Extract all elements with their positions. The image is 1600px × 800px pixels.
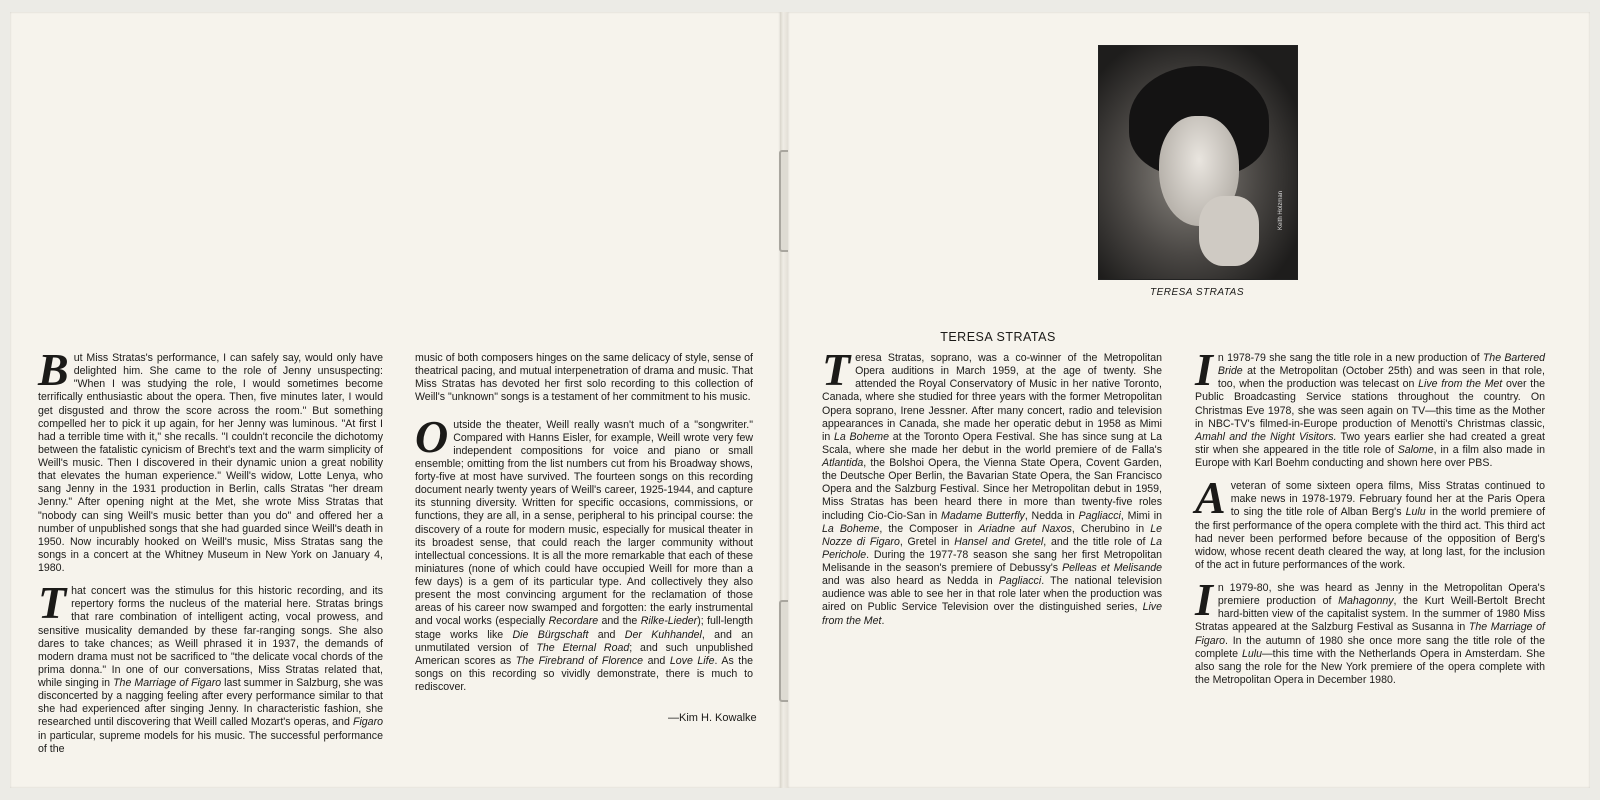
text-run: and [588, 628, 625, 641]
text-run: in the world premiere of the first performance of the opera complete with the third act. This third act had never been performed before because of the opposition of Berg's widow, whose recent death cleared the way, at long last, for the inclusion of the act in future performances of the work. [1195, 506, 1546, 571]
italic-run: La Boheme [834, 430, 889, 443]
text-run: at the Toronto Opera Festival. She has since sung at La Scala, where she made her debut in the world premiere of de Falla's [822, 430, 1162, 456]
italic-run: Ariadne auf Naxos [978, 522, 1072, 535]
text-run: , Nedda in [1024, 509, 1079, 522]
italic-run: Live from the Met [1418, 378, 1503, 391]
text-run: . During the 1977-78 season she sang her first Metropolitan Melisande in the season's premiere of Debussy's [822, 548, 1162, 574]
italic-run: Madame Butterfly [941, 509, 1025, 522]
text-run: ); full-length stage works like [415, 615, 754, 641]
author-signature: —Kim H. Kowalke [668, 712, 757, 724]
italic-run: La Perichole [822, 535, 1162, 561]
text-run: . In the autumn of 1980 she once more sang the title role of the complete [1195, 634, 1545, 660]
text-run: . The national television audience was able to see her in that role later when the production was aired on Public Service Television over the distinguished series, [822, 575, 1162, 614]
italic-run: Recordare [548, 615, 599, 628]
italic-run: Atlantida [822, 457, 864, 469]
right-column-1 [822, 344, 1163, 638]
text-run: . As the songs on this recording so vividly demonstrate, there is much to rediscover. [415, 654, 754, 693]
paragraph [822, 344, 1163, 628]
italic-run: Lulu [1405, 506, 1426, 519]
text-run: eresa Stratas, soprano, was a co-winner of the Metropolitan Opera auditions in March 1959, at the age of twenty. She attended the Royal Conservatory of Music in her native Toronto, Canada, where she studied for three years with the former Metropolitan Opera soprano, Irene Jessner. After many concert, radio and television appearances in Canada, she made her operatic debut in 1958 as Mimi in [822, 352, 1162, 443]
italic-run: Salome [1397, 443, 1434, 456]
text-run: . [881, 614, 885, 627]
text-run: in particular, supreme models for his music. The successful performance of the [38, 729, 383, 755]
section-heading: TERESA STRATAS [940, 330, 1056, 344]
text-run: , in a film also made in Europe with Karl Boehm conducting and shown here over PBS. [1195, 443, 1545, 469]
photo-caption: TERESA STRATAS [1149, 287, 1245, 298]
text-run: , Cherubino in [1071, 522, 1151, 535]
drop-cap: T [822, 344, 851, 395]
italic-run: Mahagonny [1338, 595, 1394, 608]
italic-run: Pagliacci [1078, 509, 1121, 522]
italic-run: Live from the Met [822, 601, 1162, 627]
drop-cap: I [1195, 574, 1213, 625]
portrait-photo [1098, 45, 1298, 280]
text-run: and [643, 654, 670, 667]
italic-run: La Boheme [822, 522, 880, 535]
text-run: —this time with the Netherlands Opera in Amsterdam. She also sang the role for the New York premiere of the opera complete with the Metropolitan Opera in December 1980. [1195, 647, 1545, 686]
italic-run: Figaro [352, 716, 383, 729]
text-run: , and an unmutilated version of [415, 628, 753, 654]
drop-cap: T [38, 577, 67, 629]
italic-run: The Eternal Road [536, 641, 630, 654]
paragraph-text: ut Miss Stratas's performance, I can safely say, would only have delighted him. She came to the role of Jenny unsuspecting: "When I was studying the role, I would sometimes become terrifically enthusiastic about the opera. Then, five minutes later, I would get disgusted and throw the score across the room." But something compelled her to pick it up again, for her Jenny was luminous. "At first I had a terrible time with it," she recalls. "I couldn't reconcile the dichotomy between the fatalistic cynicism of Brecht's text and the warm simplicity of Weill's music. Then I discovered in their dynamic union a great nobility that elevates the human experience." Weill's widow, Lotte Lenya, who sang Jenny in the 1931 production in Berlin, calls Stratas "her dream Jenny." After opening night at the Met, she wrote Miss Stratas that "nobody can sing Weill's music better than you do" and offered her a number of unpublished songs that she had guarded since Weill's death in 1950. Now incurably hooked on Weill's music, Miss Stratas sang the songs in a concert at the Whitney Museum in New York on January 4, 1980. [38, 352, 383, 574]
left-column-1 [38, 344, 383, 766]
paragraph [1195, 472, 1546, 572]
italic-run: Amahl and the Night Visitors. [1195, 430, 1337, 443]
text-run: , the Kurt Weill-Bertolt Brecht hard-bitten view of the capitalist system. In the summer of 1980 Miss Stratas appeared at the Salzburg Festival as Susanna in [1195, 595, 1545, 634]
italic-run: Rilke-Lieder [640, 615, 698, 628]
right-column-2 [1195, 344, 1546, 697]
text-run: veteran of some sixteen opera films, Miss Stratas continued to make news in 1978-1979. February found her at the Paris Opera to sing the title role of Alban Berg's [1230, 480, 1545, 519]
text-run: ; and such unpublished American scores as [415, 641, 753, 667]
text-run: utside the theater, Weill really wasn't much of a "songwriter." Compared with Hanns Eisler, for example, Weill wrote very few independent compositions for voice and piano or small ensemble; omitting from the list numbers cut from his Broadway shows, forty-five at most have survived. The fourteen songs on this recording document nearly twenty years of Weill's career, 1925-1944, and capture its stunning diversity. Written for specific occasions, commissions, or functions, they are all, in a sense, peripheral to his principal course: the discovery of a route for modern music, especially for musical theater in its broadest sense, that could reach the larger community without intellectual concessions. It is all the more remarkable that each of these miniatures (none of which could have occupied Weill for more than a few days) is a gem of its particular type. And collectively they also present the most convincing argument for the reclamation of those areas of his career now swamped and forgotten: the early instrumental and vocal works (especially [415, 418, 753, 628]
text-run: hat concert was the stimulus for this historic recording, and its repertory forms the nucleus of the material here. Stratas brings that rare combination of intelligent acting, vocal prowess, and sensitive musicality demanded by these far-ranging songs. She also dares to take chances; as Weill phrased it in 1937, the demands of modern drama must not be sacrificed to "the delicate vocal chords of the prima donna." In one of our conversations, Miss Stratas related that, while singing in [38, 585, 383, 689]
photo-hand [1199, 196, 1259, 266]
photo-credit: Keith Holzman [1278, 190, 1284, 230]
paragraph [1195, 344, 1545, 470]
italic-run: Pelleas et Melisande [1062, 562, 1162, 574]
text-run: Two years earlier she had created a great stir when she appeared in the title role of [1195, 430, 1545, 456]
italic-run: Pagliacci [998, 575, 1042, 588]
text-run: , Mimi in [1120, 509, 1162, 522]
text-run: , the Composer in [879, 522, 979, 535]
italic-run: Lulu [1242, 647, 1263, 660]
italic-run: The Firebrand of Florence [515, 654, 644, 667]
drop-cap: O [415, 410, 449, 462]
paragraph: music of both composers hinges on the same delicacy of style, sense of theatrical pacing, and mutual interpenetration of drama and music. That Miss Stratas has devoted her first solo recording to this collection of Weill's "unknown" songs is a testament of her commitment to his music. [415, 352, 753, 404]
italic-run: Die Bürgschaft [512, 628, 589, 641]
text-run: , Gretel in [899, 535, 955, 548]
drop-cap: A [1195, 472, 1226, 524]
text-run: n 1979-80, she was heard as Jenny in the Metropolitan Opera's premiere production of [1217, 582, 1545, 608]
italic-run: Hansel and Gretel [954, 535, 1044, 548]
paragraph [38, 344, 383, 575]
paragraph [1195, 574, 1546, 687]
text-run: at the Metropolitan (October 25th) and was seen in that role, too, when the production was telecast on [1217, 365, 1545, 391]
italic-run: Love Life [669, 654, 715, 667]
text-run: last summer in Salzburg, she was disconcerted by a nagging feeling after every performance similar to that she had experienced after singing Jenny. In characteristic fashion, she researched until discovering that Weill called Mozart's operas, and [38, 677, 383, 729]
drop-cap: I [1195, 344, 1213, 395]
text-run: and the [598, 615, 641, 628]
paragraph [415, 410, 754, 695]
italic-run: Le Nozze di Figaro [822, 522, 1163, 548]
paragraph [38, 577, 383, 756]
text-run: over the Public Broadcasting Service stations throughout the country. On Christmas Eve 1978, she was seen again on TV—this time as the Mother in NBC-TV's filmed-in-Europe production of Menotti's Christmas classic, [1195, 378, 1545, 430]
text-run: , the Bolshoi Opera, the Vienna State Opera, Covent Garden, the Deutsche Oper Berlin, the Bavarian State Opera, the San Francisco Opera and the Salzburg Festival. Since her Metropolitan debut in 1959, Miss Stratas has been heard there in more than twenty-five roles including Cio-Cio-San in [822, 457, 1162, 522]
italic-run: The Marriage of Figaro [1195, 621, 1546, 647]
drop-cap: B [38, 344, 69, 395]
italic-run: Der Kuhhandel [624, 628, 702, 641]
left-column-2 [415, 352, 753, 704]
italic-run: The Marriage of Figaro [113, 677, 222, 689]
text-run: n 1978-79 she sang the title role in a new production of [1217, 352, 1483, 364]
text-run: and was also heard as Nedda in [822, 575, 999, 588]
italic-run: The Bartered Bride [1217, 352, 1545, 378]
text-run: , and the title role of [1043, 535, 1151, 548]
